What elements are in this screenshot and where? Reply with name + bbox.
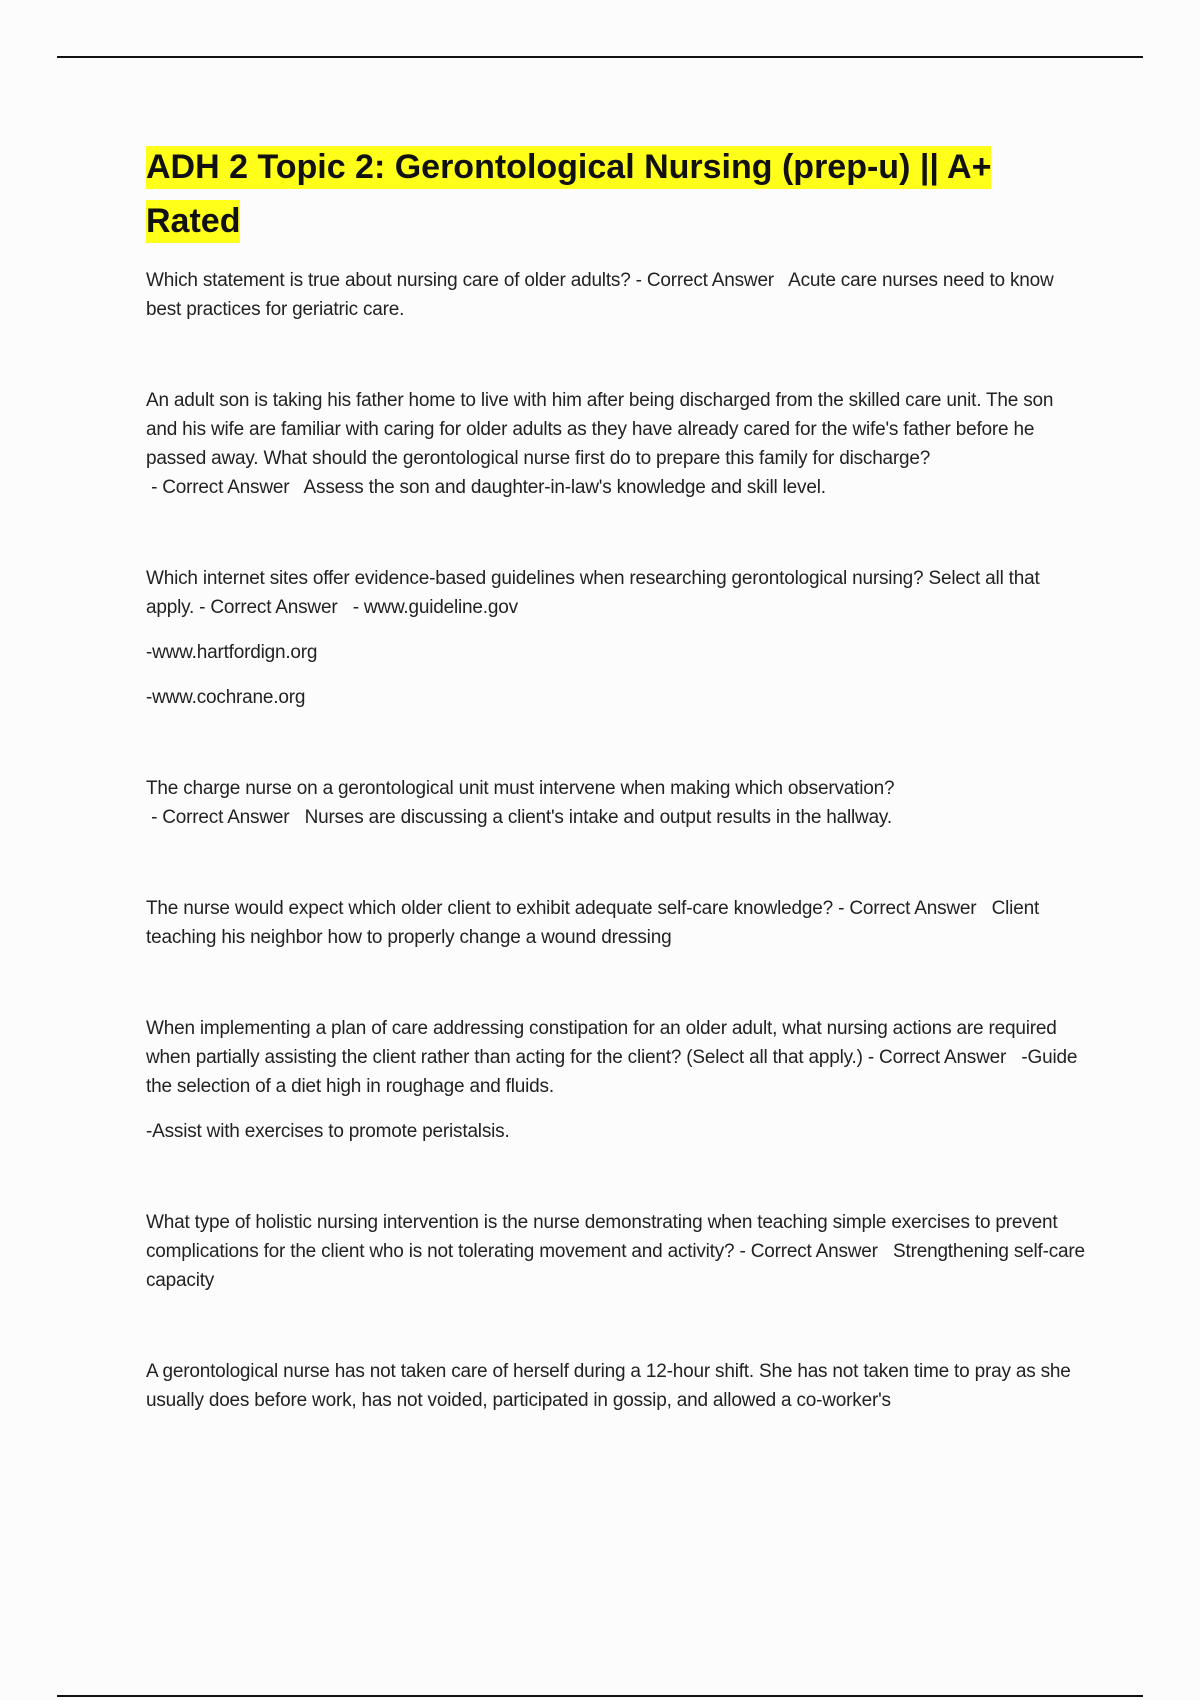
- qa-item: [146, 266, 1086, 324]
- qa-text: [146, 1357, 1086, 1415]
- correct-answer-label: - Correct Answer: [862, 1047, 1022, 1068]
- qa-item: [146, 1014, 1086, 1146]
- qa-text: [146, 774, 1086, 832]
- answer-text: Client teaching his neighbor how to properly change a wound dressing: [146, 898, 1040, 948]
- answer-text: - www.guideline.gov: [352, 597, 518, 618]
- qa-item: [146, 894, 1086, 952]
- qa-text: [146, 266, 1086, 324]
- qa-list: [146, 266, 1086, 1415]
- qa-text: [146, 564, 1086, 622]
- answer-text: Acute care nurses need to know best practices for geriatric care.: [146, 270, 1054, 320]
- correct-answer-label: - Correct Answer: [146, 477, 304, 498]
- answer-option: -Assist with exercises to promote peristalsis.: [146, 1121, 510, 1142]
- qa-item: [146, 386, 1086, 502]
- correct-answer-label: - Correct Answer: [630, 270, 789, 291]
- qa-item: [146, 774, 1086, 832]
- answer-option: -www.hartfordign.org: [146, 642, 318, 663]
- question-text: Which internet sites offer evidence-based guidelines when researching gerontological nursing? Select all that apply.: [146, 568, 1040, 618]
- correct-answer-label: - Correct Answer: [146, 807, 305, 828]
- correct-answer-label: - Correct Answer: [194, 597, 353, 618]
- bottom-rule: [57, 1695, 1143, 1697]
- question-text: Which statement is true about nursing care of older adults?: [146, 270, 631, 291]
- answer-text: -Guide the selection of a diet high in roughage and fluids.: [146, 1047, 1078, 1097]
- answer-text: Nurses are discussing a client's intake and output results in the hallway.: [304, 807, 892, 828]
- question-text: When implementing a plan of care addressing constipation for an older adult, what nursing actions are required when partially assisting the client rather than acting for the client? (Select all that apply.): [146, 1018, 1057, 1068]
- answer-option: -www.cochrane.org: [146, 687, 306, 708]
- question-text: The charge nurse on a gerontological unit must intervene when making which observation?: [146, 778, 895, 799]
- question-text: The nurse would expect which older client to exhibit adequate self-care knowledge?: [146, 898, 834, 919]
- document-body: [146, 140, 1086, 1477]
- correct-answer-label: - Correct Answer: [833, 898, 992, 919]
- document-title: [146, 140, 1086, 248]
- qa-item: [146, 564, 1086, 712]
- correct-answer-label: - Correct Answer: [734, 1241, 894, 1262]
- answer-text: Assess the son and daughter-in-law's knowledge and skill level.: [303, 477, 826, 498]
- qa-item: [146, 1357, 1086, 1415]
- qa-text: [146, 1014, 1086, 1101]
- question-text: An adult son is taking his father home to live with him after being discharged from the skilled care unit. The son and his wife are familiar with caring for older adults as they have already cared for the wife's father before he passed away. What should the gerontological nurse first do to prepare this family for discharge?: [146, 390, 1054, 469]
- qa-text: [146, 894, 1086, 952]
- question-text: A gerontological nurse has not taken care of herself during a 12-hour shift. She has not taken time to pray as she usually does before work, has not voided, participated in gossip, and allowed a co-worker's: [146, 1361, 1071, 1411]
- question-text: What type of holistic nursing intervention is the nurse demonstrating when teaching simple exercises to prevent complications for the client who is not tolerating movement and activity?: [146, 1212, 1058, 1262]
- qa-text: [146, 1208, 1086, 1295]
- qa-text: [146, 386, 1086, 502]
- title-highlight: ADH 2 Topic 2: Gerontological Nursing (prep-u) || A+ Rated: [146, 146, 991, 243]
- top-rule: [57, 56, 1143, 58]
- qa-item: [146, 1208, 1086, 1295]
- answer-text: Strengthening self-care capacity: [146, 1241, 1085, 1291]
